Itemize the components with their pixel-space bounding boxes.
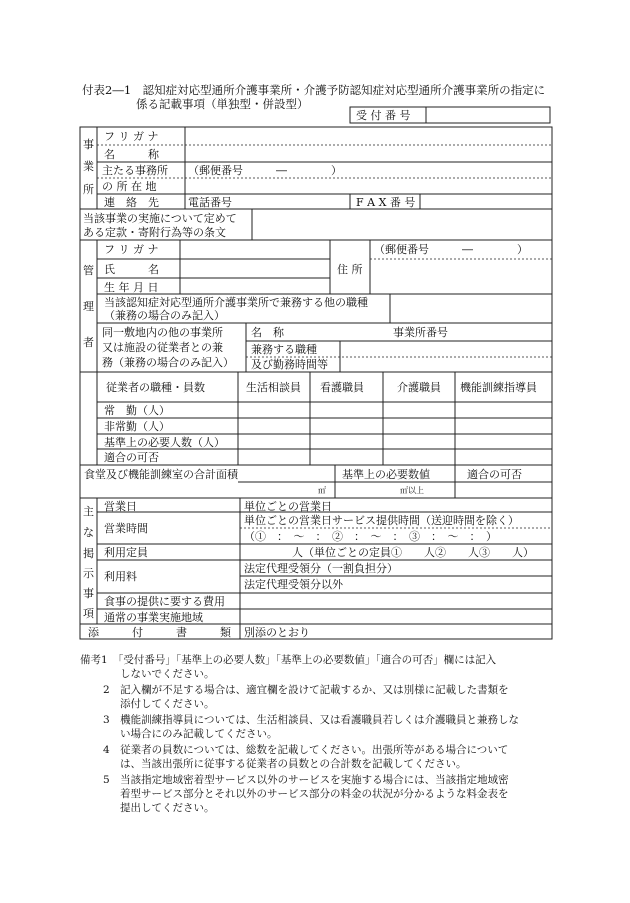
manager-same-site-1: 同一敷地内の他の事業所: [102, 326, 223, 339]
manager-address-label: 住 所: [337, 263, 363, 276]
posting-hours-units[interactable]: （① ： ～ ： ② ： ～ ： ③ ： ～ ： ）: [244, 530, 497, 543]
business-address-label-1: 主たる事務所: [102, 164, 168, 177]
area-ok-label: 適合の可否: [467, 468, 522, 481]
staff-col-nurse: 看護職員: [320, 381, 364, 394]
note-4-line-2: は、当該出張所に従事する従業者の員数との合計数を記載してください。: [120, 758, 467, 770]
receipt-number-field[interactable]: [428, 109, 548, 122]
posting-meals-label: 食事の提供に要する費用: [104, 595, 225, 608]
staff-header: 従業者の職種・員数: [106, 381, 205, 394]
business-address-label-2: の 所 在 地: [102, 180, 157, 193]
business-postal[interactable]: （郵便番号 ― ）: [188, 164, 342, 177]
posting-hours-label: 営業時間: [104, 522, 148, 535]
posting-capacity-label: 利用定員: [104, 546, 148, 559]
note-3-line-2: い場合にのみ記載してください。: [120, 728, 278, 740]
business-name-field[interactable]: [187, 147, 547, 161]
business-furigana-field[interactable]: [187, 129, 547, 143]
note-1-line-2: しないでください。: [120, 668, 215, 680]
posting-fee-other: 法定代理受領分以外: [244, 578, 343, 591]
staff-row-compliance: 適合の可否: [104, 451, 159, 464]
business-furigana-label: フ リ ガ ナ: [104, 130, 159, 143]
posting-days-value: 単位ごとの営業日: [244, 500, 332, 513]
business-phone-label: 電話番号: [188, 196, 232, 209]
area-unit: ㎡: [318, 486, 326, 495]
staff-row-required: 基準上の必要人数（人）: [104, 436, 225, 449]
area-label: 食堂及び機能訓練室の合計面積: [84, 468, 238, 481]
note-2-line-1: 2 記入欄が不足する場合は、適宜欄を設けて記載するか、又は別様に記載した書類を: [103, 684, 509, 696]
manager-facility-name-label: 名 称: [251, 326, 284, 339]
posting-hours-value: 単位ごとの営業日サービス提供時間（送迎時間を除く）: [244, 514, 519, 527]
posting-area-label: 通常の事業実施地域: [104, 611, 203, 624]
posting-side-2: な: [83, 526, 94, 539]
manager-other-duty-1: 当該認知症対応型通所介護事業所で兼務する他の職種: [104, 296, 368, 309]
posting-fee-statutory: 法定代理受領分（一割負担分）: [244, 562, 398, 575]
manager-duty-label-2: 及び勤務時間等: [251, 358, 328, 371]
manager-other-duty-2: （兼務の場合のみ記入）: [104, 309, 225, 322]
manager-furigana-label: フ リ ガ ナ: [104, 243, 159, 256]
area-unit-min: ㎡以上: [400, 486, 424, 495]
note-2-line-2: 添付してください。: [120, 698, 215, 710]
note-5-line-3: 提出してください。: [120, 802, 215, 814]
attached-value: 別添のとおり: [244, 626, 310, 639]
note-1-line-1: 備考1 「受付番号」「基準上の必要人数」「基準上の必要数値」「適合の可否」欄には記入: [80, 654, 497, 666]
posting-days-label: 営業日: [104, 500, 137, 513]
manager-birth-label: 生 年 月 日: [104, 281, 159, 294]
manager-side-2: 理: [83, 300, 94, 313]
posting-fee-label: 利用料: [104, 570, 137, 583]
form-title-line1: 付表2―1 認知症対応型通所介護事業所・介護予防認知症対応型通所介護事業所の指定に: [82, 83, 546, 97]
manager-side-1: 管: [83, 264, 94, 277]
area-required-label: 基準上の必要数値: [342, 468, 430, 481]
receipt-label: 受 付 番 号: [356, 109, 411, 122]
manager-duty-label-1: 兼務する職種: [251, 343, 317, 356]
staff-row-fulltime: 常 勤（人）: [104, 404, 170, 417]
note-3-line-1: 3 機能訓練指導員については、生活相談員、又は看護職員若しくは介護職員と兼務しな: [103, 714, 519, 726]
posting-side-6: 項: [83, 607, 94, 620]
manager-facility-no-label: 事業所番号: [393, 326, 448, 339]
attached-label: 添 付 書 類: [88, 626, 231, 639]
business-name-label: 名 称: [104, 148, 159, 161]
posting-side-5: 事: [83, 587, 94, 600]
note-5-line-2: 着型サービス部分とそれ以外のサービス部分の料金の状況が分かるような料金表を: [120, 788, 509, 800]
manager-postal[interactable]: （郵便番号 ― ）: [374, 243, 528, 256]
manager-same-site-2: 又は施設の従業者との兼: [102, 341, 223, 354]
articles-label-1: 当該事業の実施について定めて: [83, 212, 237, 225]
form-title-line2: 係る記載事項（単独型・併設型）: [136, 97, 309, 111]
note-5-line-1: 5 当該指定地域密着型サービス以外のサービスを実施する場合には、当該指定地域密: [103, 774, 509, 786]
manager-same-site-3: 務（兼務の場合のみ記入）: [102, 356, 234, 369]
business-side-1: 事: [83, 138, 94, 151]
posting-side-4: 示: [83, 567, 94, 580]
posting-capacity-value[interactable]: 人（単位ごとの定員① 人② 人③ 人）: [292, 546, 534, 559]
posting-side-1: 主: [83, 505, 94, 518]
business-side-3: 所: [83, 183, 94, 196]
business-contact-label: 連 絡 先: [104, 196, 159, 209]
articles-label-2: ある定款・寄附行為等の条文: [83, 226, 226, 239]
manager-name-label: 氏 名: [104, 263, 159, 276]
business-side-2: 業: [83, 160, 94, 173]
staff-col-trainer: 機能訓練指導員: [460, 381, 537, 394]
posting-side-3: 掲: [83, 547, 94, 560]
articles-field[interactable]: [254, 211, 550, 239]
business-fax-label: F A X 番 号: [356, 196, 416, 209]
note-4-line-1: 4 従業者の員数については、総数を記載してください。出張所等がある場合について: [103, 744, 509, 756]
staff-row-parttime: 非常勤（人）: [104, 420, 170, 433]
manager-side-3: 者: [83, 336, 94, 349]
staff-col-counselor: 生活相談員: [246, 381, 301, 394]
staff-col-caregiver: 介護職員: [397, 381, 441, 394]
